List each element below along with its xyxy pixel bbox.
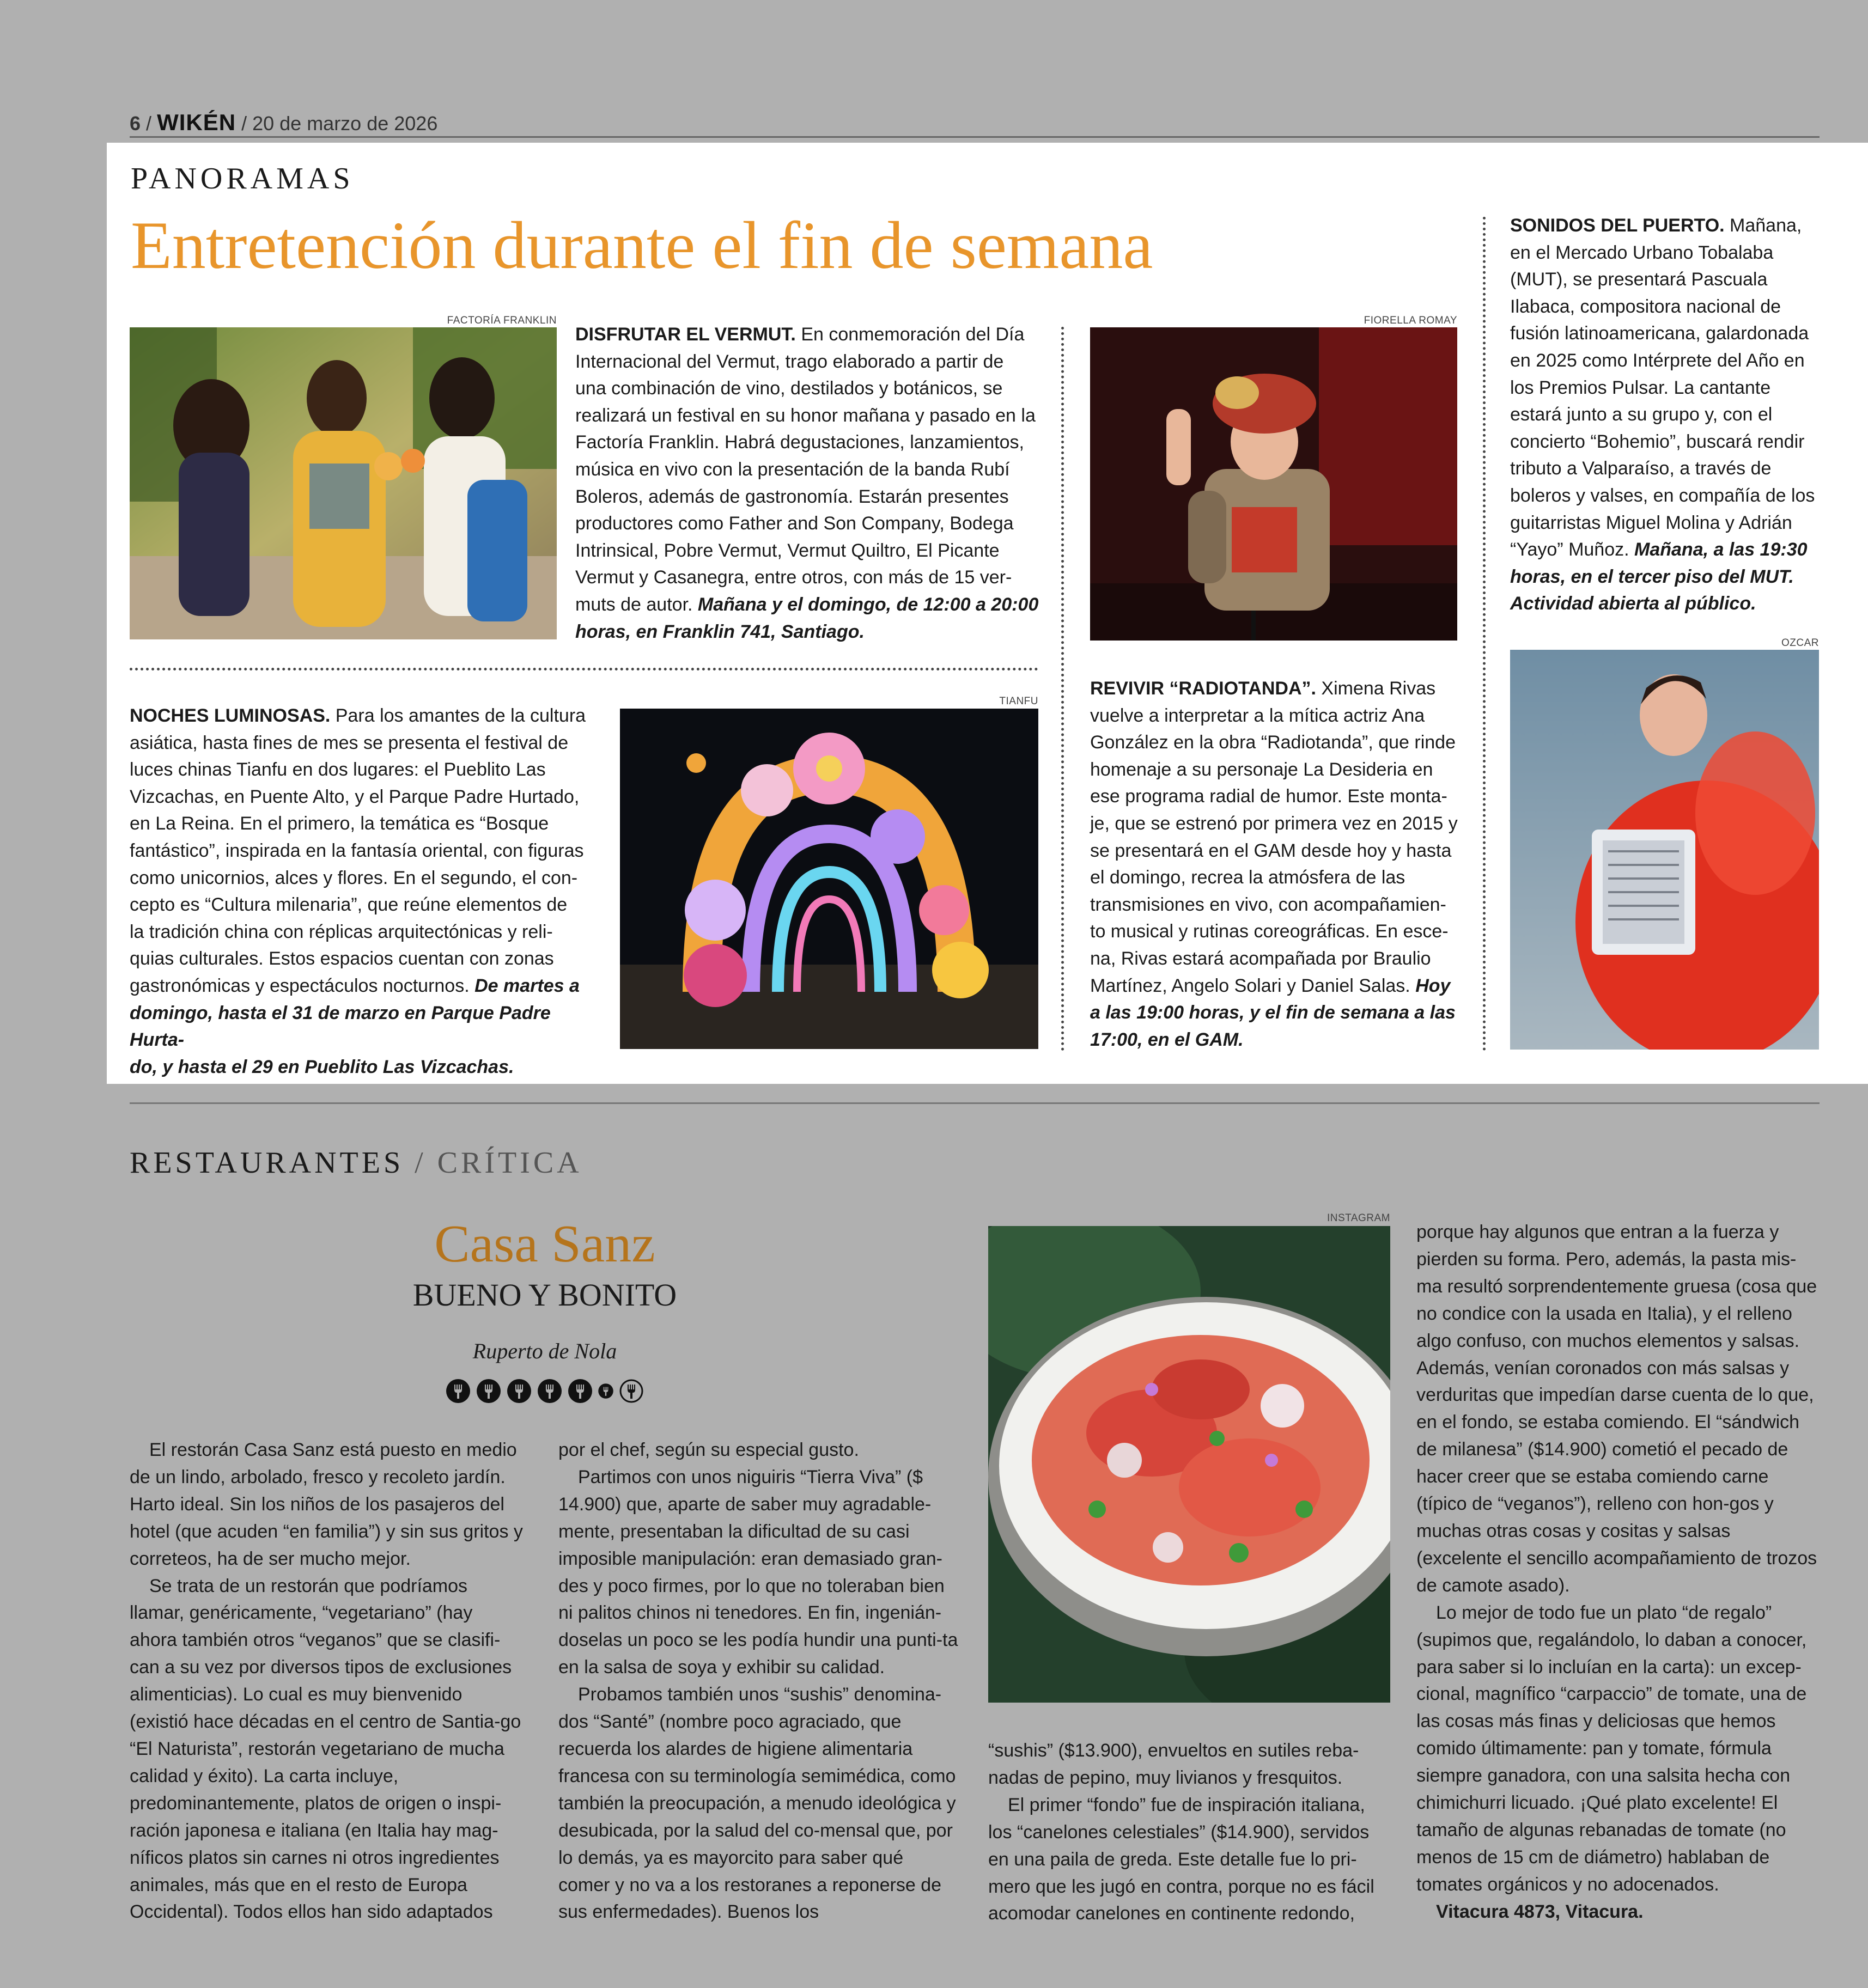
text-line: Factoría Franklin. Habrá degustaciones, lanzamientos,	[575, 432, 1024, 453]
text-line: González en la obra “Radiotanda”, que rinde	[1090, 732, 1456, 753]
rating	[436, 1376, 654, 1406]
radiotanda-info: a las 19:00 horas, y el fin de semana a las	[1090, 1002, 1456, 1023]
text-line: música en vivo con la presentación de la banda Rubí	[575, 459, 1010, 480]
noches-info: De martes a	[474, 975, 580, 996]
dotted-divider-horizontal	[130, 668, 1038, 670]
article-noches	[130, 703, 598, 1081]
review-paragraph: Partimos con unos niguiris “Tierra Viva” ($ 14.900) que, aparte de saber muy agradable-mente, presentaban la dificultad de su casi imposible manipulación: eran demasiado gran-des y poco firmes, por lo que no toleraban bien ni palitos chinos ni tenedores. En fin, ingenián-doselas un poco se les podía hundir una punti-ta en la salsa de soya y exhibir su calidad.	[558, 1466, 958, 1678]
review-paragraph: por el chef, según su especial gusto.	[558, 1440, 859, 1460]
text-line: Vizcachas, en Puente Alto, y el Parque Padre Hurtado,	[130, 786, 580, 807]
restaurant-subtitle: BUENO Y BONITO	[412, 1277, 677, 1313]
text-line: los Premios Pulsar. La cantante	[1510, 377, 1771, 398]
text-line: en el Mercado Urbano Tobalaba	[1510, 242, 1774, 263]
fork-filled-icon	[445, 1378, 471, 1404]
text-line: na, Rivas estará acompañada por Braulio	[1090, 948, 1431, 969]
restaurant-name: Casa Sanz	[434, 1215, 655, 1273]
text-line: Martínez, Angelo Solari y Daniel Salas.	[1090, 975, 1416, 996]
text-line: Boleros, además de gastronomía. Estarán presentes	[575, 486, 1009, 507]
review-paragraph: “sushis” ($13.900), envueltos en sutiles reba-nadas de pepino, muy livianos y fresquitos.	[988, 1740, 1359, 1788]
kicker-critica: / CRÍTICA	[404, 1146, 582, 1180]
kicker-restaurantes: RESTAURANTES	[130, 1146, 404, 1180]
text-line: cepto es “Cultura milenaria”, que reúne elementos de	[130, 894, 568, 916]
review-paragraph: Se trata de un restorán que podríamos llamar, genéricamente, “vegetariano” (hay ahora también otros “veganos” que se clasifi-can a su vez por diversos tipos de exclusiones alimenticias). Lo cual es muy bienvenido (existió hace décadas en el centro de Santia-go “El Naturista”, restorán vegetariano de mucha calidad y éxito). La carta incluye, predominantemente, platos de origen o inspi-ración japonesa e italiana (en Italia hay mag-níficos platos sin carnes ni otros ingredientes animales, más que en el resto de Europa Occidental). Todos ellos han sido adaptados	[130, 1575, 521, 1923]
radiotanda-info: Hoy	[1415, 975, 1451, 996]
brand-logo: WIKÉN	[157, 109, 236, 135]
text-line: to musical y rutinas coreográficas. En esce-	[1090, 921, 1449, 942]
text-line: luces chinas Tianfu en dos lugares: el Pueblito Las	[130, 759, 546, 780]
radiotanda-lead: REVIVIR “RADIOTANDA”.	[1090, 678, 1316, 699]
vermut-photo	[130, 327, 557, 639]
page-number: 6	[130, 112, 141, 135]
review-paragraph: El primer “fondo” fue de inspiración italiana, los “canelones celestiales” ($14.900), servidos en una paila de greda. Este detalle fue lo pri-mero que les jugó en contra, porque no es fácil acomodar canelones en continente redondo,	[988, 1794, 1374, 1924]
review-paragraph: El restorán Casa Sanz está puesto en medio de un lindo, arbolado, fresco y recoleto jardín. Harto ideal. Sin los niños de los pasajeros del hotel (que acuden “en familia”) y sin sus gritos y correteos, ha de ser mucho mejor.	[130, 1440, 523, 1569]
fork-filled-icon	[476, 1378, 502, 1404]
text-line: muts de autor.	[575, 594, 698, 615]
sonidos-info: Actividad abierta al público.	[1510, 593, 1756, 614]
text-line: ese programa radial de humor. Este monta-	[1090, 786, 1447, 807]
text-line: Ximena Rivas	[1316, 678, 1436, 699]
text-line: productores como Father and Son Company, Bodega	[575, 513, 1014, 534]
photo-credit-tianfu: TIANFU	[999, 696, 1038, 707]
text-line: concierto “Bohemio”, buscará rendir	[1510, 431, 1805, 452]
article-radiotanda	[1090, 675, 1471, 1053]
article-vermut	[575, 321, 1044, 645]
vermut-info: Mañana y el domingo, de 12:00 a 20:00	[697, 594, 1039, 615]
noches-info: do, y hasta el 29 en Pueblito Las Vizcachas.	[130, 1056, 514, 1077]
review-paragraph: Lo mejor de todo fue un plato “de regalo” (supimos que, regalándolo, lo daban a conocer, para saber si lo incluían en la carta): un excep-cional, magnífico “carpaccio” de tomate, una de las cosas más finas y deliciosas que hemos comido últimamente: pan y tomate, fórmula siempre ganadora, con una salsita hecha con chimichurri licuado. ¡Qué plato excelente! El tamaño de algunas rebanadas de tomate (no menos de 15 cm de diámetro) hablaban de tomates orgánicos y no adocenados.	[1416, 1602, 1807, 1895]
sonidos-info: Mañana, a las 19:30	[1634, 539, 1808, 560]
fork-small-icon	[598, 1383, 614, 1399]
text-line: estará junto a su grupo y, con el	[1510, 404, 1773, 425]
section-kicker: PANORAMAS	[131, 162, 354, 196]
text-line: vuelve a interpretar a la mítica actriz Ana	[1090, 705, 1425, 726]
tianfu-photo	[620, 709, 1038, 1049]
text-line: (MUT), se presentará Pascuala	[1510, 269, 1768, 290]
photo-credit-vermut: FACTORÍA FRANKLIN	[447, 315, 557, 326]
review-column-3	[988, 1737, 1390, 1928]
text-line: en 2025 como Intérprete del Año en	[1510, 350, 1805, 371]
text-line: el domingo, recrea la atmósfera de las	[1090, 867, 1405, 888]
noches-lead: NOCHES LUMINOSAS.	[130, 705, 331, 726]
carpaccio-photo	[988, 1226, 1390, 1703]
text-line: Intrinsical, Pobre Vermut, Vermut Quiltro, El Picante	[575, 540, 1000, 561]
photo-credit-sonidos: OZCAR	[1781, 637, 1819, 649]
page-header	[130, 109, 1820, 138]
review-column-4	[1416, 1219, 1820, 1926]
photo-credit-instagram: INSTAGRAM	[1327, 1212, 1390, 1224]
text-line: “Yayo” Muñoz.	[1510, 539, 1635, 560]
sonidos-lead: SONIDOS DEL PUERTO.	[1510, 215, 1725, 236]
restaurants-kicker	[130, 1145, 582, 1180]
section-divider	[130, 1102, 1820, 1104]
vermut-lead: DISFRUTAR EL VERMUT.	[575, 324, 796, 345]
text-line: gastronómicas y espectáculos nocturnos.	[130, 975, 475, 996]
text-line: Para los amantes de la cultura	[330, 705, 586, 726]
fork-filled-icon	[567, 1378, 593, 1404]
radiotanda-photo	[1090, 327, 1457, 641]
text-line: como unicornios, alces y flores. En el segundo, el con-	[130, 867, 578, 888]
text-line: tributo a Valparaíso, a través de	[1510, 458, 1772, 479]
noches-info: domingo, hasta el 31 de marzo en Parque Padre Hurta-	[130, 1002, 551, 1051]
text-line: boleros y valses, en compañía de los	[1510, 485, 1815, 506]
text-line: la tradición china con réplicas arquitectónicas y reli-	[130, 921, 553, 942]
review-column-1	[130, 1437, 524, 1926]
review-author: Ruperto de Nola	[472, 1339, 617, 1363]
section-headline: Entretención durante el fin de semana	[131, 208, 1153, 283]
fork-outline-icon	[618, 1378, 644, 1404]
fork-filled-icon	[537, 1378, 563, 1404]
text-line: homenaje a su personaje La Desideria en	[1090, 759, 1433, 780]
review-paragraph: Probamos también unos “sushis” denomina-dos “Santé” (nombre poco agraciado, que recuerda los alardes de higiene alimentaria francesa con su terminología semimédica, como también la preocupación, a menudo ideológica y desubicada, por la salud del co-mensal que, por lo demás, ya es mayorcito para saber qué comer y no va a los restoranes a reponerse de sus enfermedades). Buenos los	[558, 1684, 956, 1923]
text-line: se presentará en el GAM desde hoy y hasta	[1090, 840, 1452, 861]
text-line: guitarristas Miguel Molina y Adrián	[1510, 512, 1792, 533]
photo-credit-radiotanda: FIORELLA ROMAY	[1364, 315, 1457, 326]
text-line: fusión latinoamericana, galardonada	[1510, 323, 1809, 344]
text-line: Internacional del Vermut, trago elaborado a partir de	[575, 351, 1004, 372]
text-line: transmisiones en vivo, con acompañamien-	[1090, 894, 1446, 915]
header-separator: /	[146, 112, 152, 135]
dotted-divider-vertical	[1483, 217, 1486, 1051]
text-line: en La Reina. En el primero, la temática es “Bosque	[130, 813, 549, 834]
issue-date: / 20 de marzo de 2026	[241, 112, 438, 135]
text-line: Mañana,	[1724, 215, 1802, 236]
fork-filled-icon	[506, 1378, 532, 1404]
text-line: Vermut y Casanegra, entre otros, con más de 15 ver-	[575, 567, 1012, 588]
review-column-2	[558, 1437, 958, 1926]
text-line: una combinación de vino, destilados y botánicos, se	[575, 378, 1003, 399]
dotted-divider-vertical	[1061, 327, 1064, 1051]
vermut-info: horas, en Franklin 741, Santiago.	[575, 621, 865, 642]
restaurant-address: Vitacura 4873, Vitacura.	[1436, 1901, 1644, 1922]
radiotanda-info: 17:00, en el GAM.	[1090, 1029, 1244, 1050]
text-line: realizará un festival en su honor mañana y pasado en la	[575, 405, 1036, 426]
text-line: quias culturales. Estos espacios cuentan con zonas	[130, 948, 554, 969]
text-line: fantástico”, inspirada en la fantasía oriental, con figuras	[130, 840, 584, 861]
text-line: Ilabaca, compositora nacional de	[1510, 296, 1781, 317]
text-line: asiática, hasta fines de mes se presenta el festival de	[130, 732, 569, 753]
sonidos-info: horas, en el tercer piso del MUT.	[1510, 566, 1794, 587]
article-sonidos	[1510, 212, 1837, 618]
text-line: je, que se estrenó por primera vez en 2015 y	[1090, 813, 1458, 834]
sonidos-photo	[1510, 650, 1819, 1050]
review-paragraph: porque hay algunos que entran a la fuerza y pierden su forma. Pero, además, la pasta mis-ma resultó sorprendentemente gruesa (cosa que no condice con la usada en Italia), y el relleno algo confuso, con muchos elementos y salsas. Además, venían coronados con más salsas y verduritas que impedían darse cuenta de lo que, en el fondo, se estaba comiendo. El “sándwich de milanesa” ($14.900) cometió el pecado de hacer creer que se estaba comiendo carne (típico de “veganos”), relleno con hon-gos y muchas otras cosas y cositas y salsas (excelente el sencillo acompañamiento de trozos de camote asado).	[1416, 1222, 1817, 1596]
text-line: En conmemoración del Día	[795, 324, 1025, 345]
